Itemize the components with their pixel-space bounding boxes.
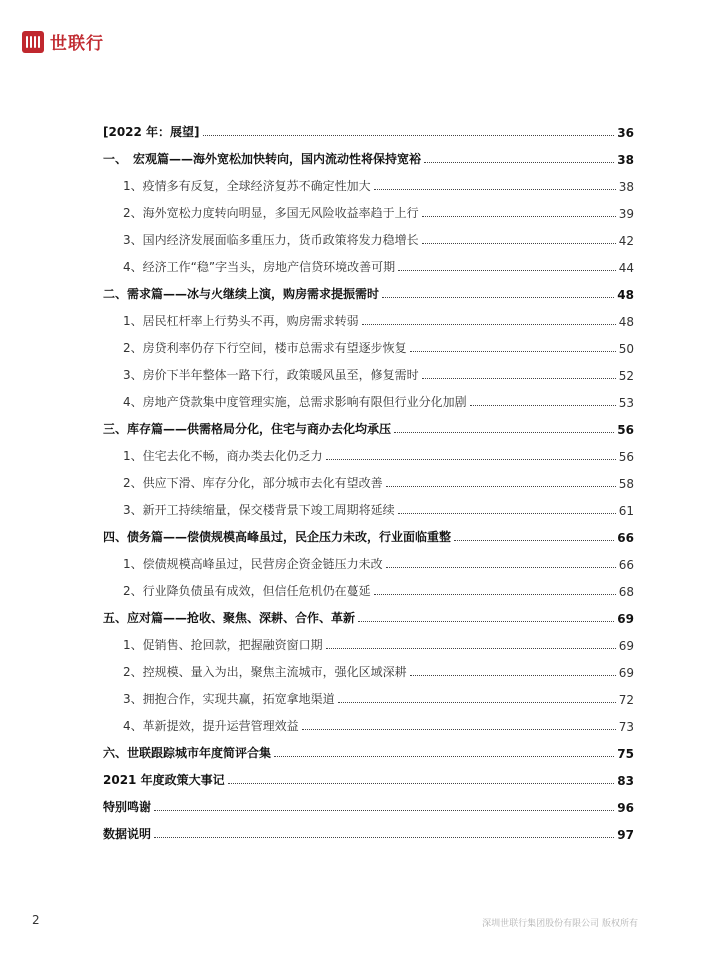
toc-dot-leader [203,135,615,136]
toc-entry-page: 61 [618,504,634,518]
toc-entry-page: 69 [618,666,634,680]
toc-subsection-entry[interactable] [103,653,634,680]
toc-entry-label: 2、供应下滑、库存分化，部分城市去化有望改善 [123,476,383,490]
toc-entry-label: 2、房贷利率仍存下行空间，楼市总需求有望逐步恢复 [123,341,407,355]
toc-entry-page: 48 [618,315,634,329]
toc-entry-page: 69 [618,639,634,653]
toc-subsection-entry[interactable] [103,167,634,194]
toc-entry-label: 3、房价下半年整体一路下行，政策暖风虽至，修复需时 [123,368,419,382]
toc-dot-leader [398,270,616,271]
toc-subsection-entry[interactable] [103,437,634,464]
toc-entry-label: 4、房地产贷款集中度管理实施，总需求影响有限但行业分化加剧 [123,395,467,409]
toc-entry-page: 83 [617,774,634,788]
page-number: 2 [32,913,40,927]
toc-entry-page: 44 [618,261,634,275]
toc-dot-leader [470,405,616,406]
toc-subsection-entry[interactable] [103,464,634,491]
toc-dot-leader [274,756,614,757]
toc-dot-leader [338,702,616,703]
toc-entry-label: 四、债务篇——偿债规模高峰虽过，民企压力未改，行业面临重整 [103,530,452,544]
toc-section-entry[interactable] [103,599,634,626]
toc-entry-label: 1、居民杠杆率上行势头不再，购房需求转弱 [123,314,359,328]
toc-dot-leader [382,297,614,298]
toc-subsection-entry[interactable] [103,626,634,653]
toc-section-entry[interactable] [103,788,634,815]
toc-dot-leader [422,378,616,379]
toc-dot-leader [362,324,616,325]
toc-dot-leader [358,621,614,622]
toc-dot-leader [386,567,616,568]
toc-entry-page: 72 [618,693,634,707]
toc-dot-leader [374,189,616,190]
toc-dot-leader [154,810,614,811]
toc-dot-leader [424,162,614,163]
toc-entry-page: 68 [618,585,634,599]
toc-section-entry[interactable] [103,761,634,788]
company-logo [22,29,104,54]
toc-entry-label: 2、控规模、量入为出，聚焦主流城市，强化区域深耕 [123,665,407,679]
toc-dot-leader [422,216,616,217]
toc-entry-page: 58 [618,477,634,491]
toc-subsection-entry[interactable] [103,707,634,734]
toc-entry-label: 1、偿债规模高峰虽过，民营房企资金链压力未改 [123,557,383,571]
toc-section-entry[interactable] [103,815,634,842]
toc-entry-page: 56 [617,423,634,437]
toc-entry-label: 2021 年度政策大事记 [103,773,225,787]
toc-subsection-entry[interactable] [103,545,634,572]
toc-subsection-entry[interactable] [103,221,634,248]
logo-text: 世联行 [50,34,104,54]
toc-subsection-entry[interactable] [103,329,634,356]
toc-entry-label: 3、新开工持续缩量，保交楼背景下竣工周期将延续 [123,503,395,517]
toc-entry-page: 38 [617,153,634,167]
toc-entry-label: 一、 宏观篇——海外宽松加快转向，国内流动性将保持宽裕 [103,152,422,166]
toc-dot-leader [228,783,615,784]
toc-subsection-entry[interactable] [103,491,634,518]
toc-section-entry[interactable] [103,113,634,140]
toc-entry-page: 66 [617,531,634,545]
toc-entry-label: 2、海外宽松力度转向明显，多国无风险收益率趋于上行 [123,206,419,220]
toc-subsection-entry[interactable] [103,302,634,329]
toc-entry-page: 66 [618,558,634,572]
toc-section-entry[interactable] [103,734,634,761]
copyright-notice: 深圳世联行集团股份有限公司 版权所有 [482,919,638,929]
toc-dot-leader [302,729,616,730]
toc-entry-page: 36 [617,126,634,140]
table-of-contents [103,113,634,842]
toc-entry-page: 53 [618,396,634,410]
toc-dot-leader [410,675,616,676]
toc-dot-leader [154,837,614,838]
toc-entry-label: 3、国内经济发展面临多重压力，货币政策将发力稳增长 [123,233,419,247]
toc-subsection-entry[interactable] [103,248,634,275]
toc-section-entry[interactable] [103,275,634,302]
toc-section-entry[interactable] [103,518,634,545]
toc-section-entry[interactable] [103,410,634,437]
toc-dot-leader [386,486,616,487]
toc-subsection-entry[interactable] [103,356,634,383]
toc-subsection-entry[interactable] [103,383,634,410]
toc-entry-page: 48 [617,288,634,302]
logo-icon [22,31,44,53]
toc-entry-page: 42 [618,234,634,248]
toc-section-entry[interactable] [103,140,634,167]
toc-entry-label: 数据说明 [103,827,152,841]
toc-entry-page: 56 [618,450,634,464]
toc-entry-page: 38 [618,180,634,194]
toc-entry-label: 2、行业降负债虽有成效，但信任危机仍在蔓延 [123,584,371,598]
toc-entry-page: 52 [618,369,634,383]
toc-entry-label: 五、应对篇——抢收、聚焦、深耕、合作、革新 [103,611,356,625]
toc-entry-label: 特别鸣谢 [103,800,152,814]
toc-dot-leader [398,513,616,514]
toc-entry-label: 二、需求篇——冰与火继续上演，购房需求提振需时 [103,287,380,301]
toc-entry-label: 4、经济工作“稳”字当头，房地产信贷环境改善可期 [123,260,396,274]
toc-entry-page: 50 [618,342,634,356]
toc-entry-label: 1、住宅去化不畅，商办类去化仍乏力 [123,449,323,463]
toc-entry-page: 96 [617,801,634,815]
toc-entry-page: 39 [618,207,634,221]
toc-entry-label: 三、库存篇——供需格局分化，住宅与商办去化均承压 [103,422,392,436]
toc-entry-page: 73 [618,720,634,734]
toc-dot-leader [326,459,616,460]
toc-entry-page: 69 [617,612,634,626]
toc-dot-leader [394,432,614,433]
toc-subsection-entry[interactable] [103,572,634,599]
toc-entry-label: 1、促销售、抢回款，把握融资窗口期 [123,638,323,652]
toc-entry-label: [2022 年：展望] [103,125,200,139]
toc-entry-label: 4、革新提效，提升运营管理效益 [123,719,299,733]
toc-entry-label: 六、世联跟踪城市年度简评合集 [103,746,272,760]
toc-subsection-entry[interactable] [103,194,634,221]
toc-dot-leader [410,351,616,352]
toc-dot-leader [326,648,616,649]
toc-entry-page: 97 [617,828,634,842]
toc-dot-leader [454,540,614,541]
toc-dot-leader [374,594,616,595]
toc-dot-leader [422,243,616,244]
toc-subsection-entry[interactable] [103,680,634,707]
toc-entry-label: 3、拥抱合作，实现共赢，拓宽拿地渠道 [123,692,335,706]
toc-entry-label: 1、疫情多有反复，全球经济复苏不确定性加大 [123,179,371,193]
toc-entry-page: 75 [617,747,634,761]
